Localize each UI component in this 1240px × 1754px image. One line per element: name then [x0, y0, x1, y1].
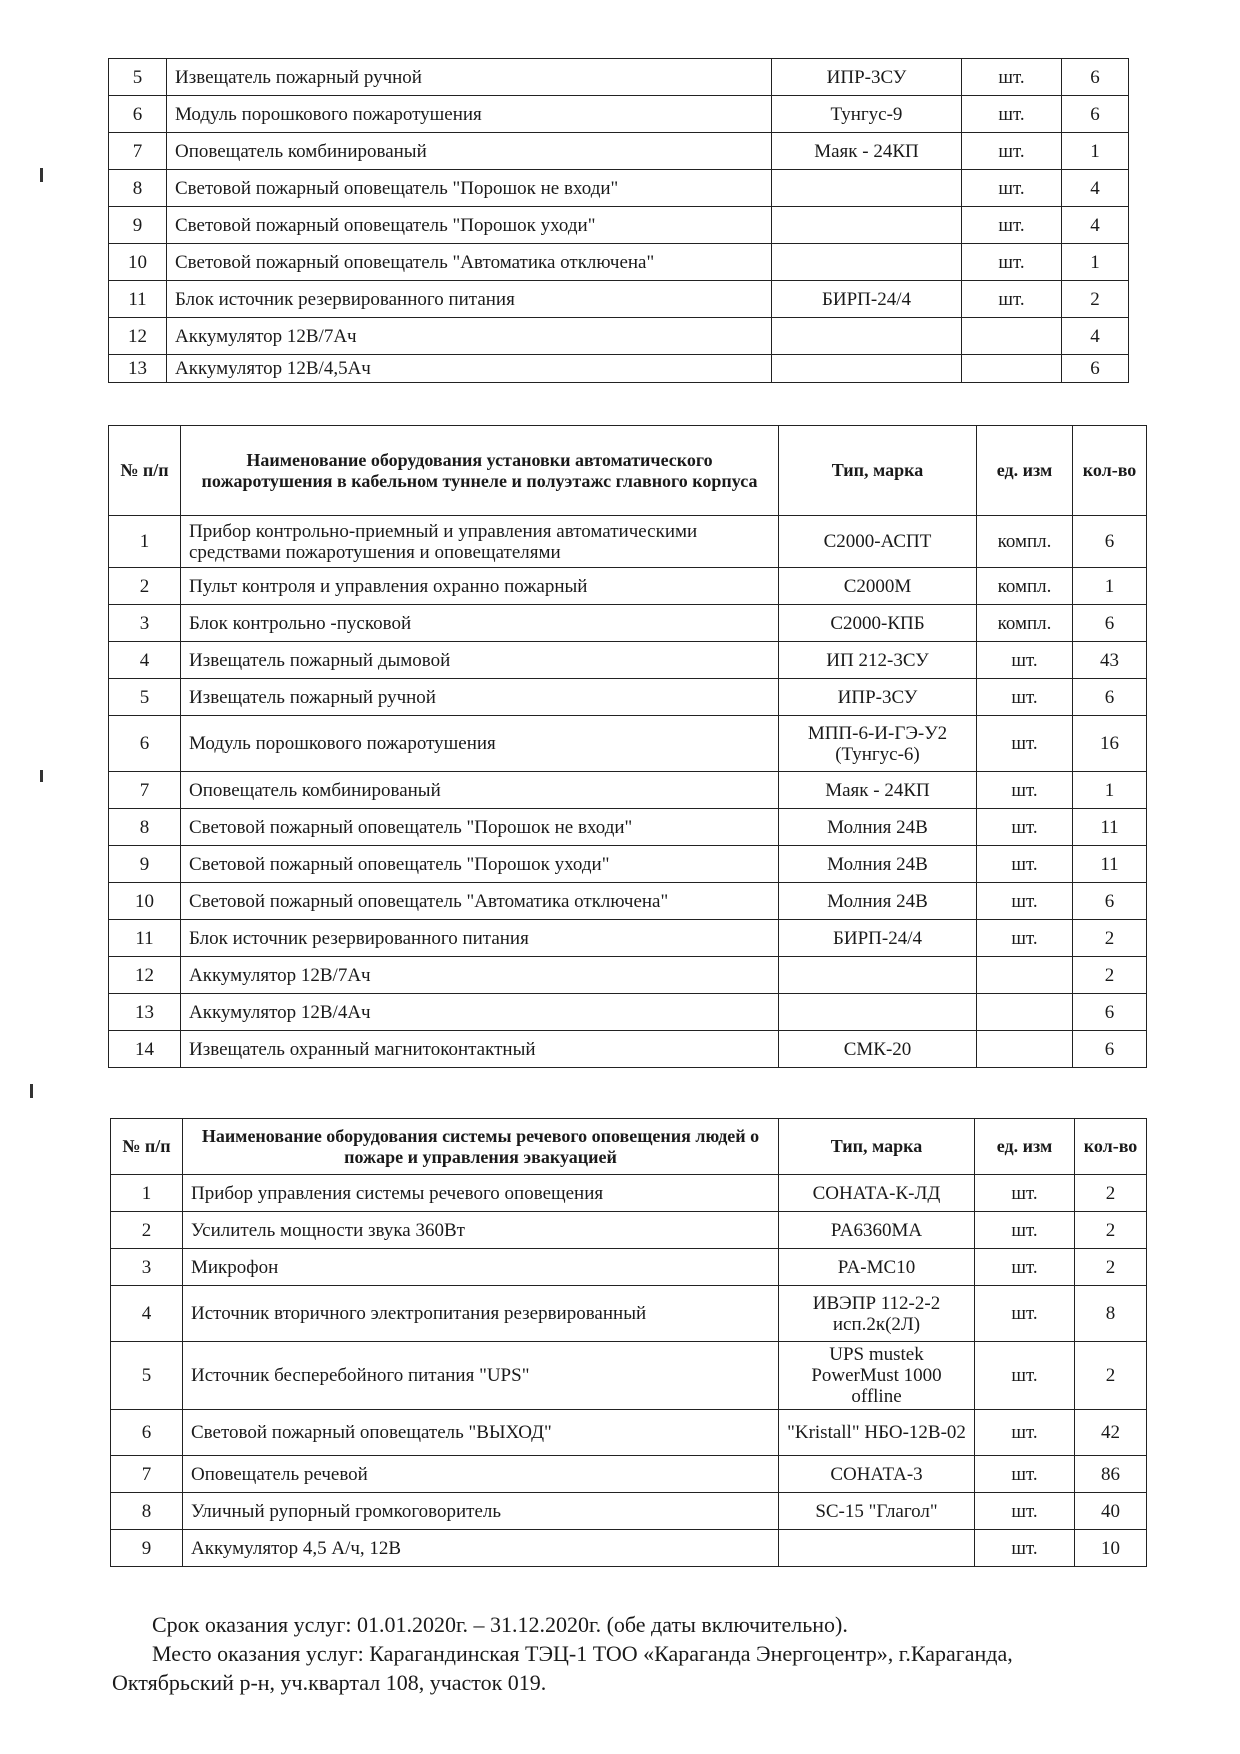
table-row — [109, 716, 1147, 772]
scan-mark — [40, 168, 43, 182]
table-row — [109, 957, 1147, 994]
unit-of-measure — [962, 355, 1062, 383]
equipment-type — [772, 207, 962, 244]
row-number: 7 — [109, 133, 167, 170]
equipment-type: БИРП-24/4 — [779, 920, 977, 957]
quantity: 2 — [1062, 281, 1129, 318]
scan-mark — [40, 770, 43, 782]
voice-alert-equipment-table — [110, 1118, 1147, 1567]
equipment-name: Аккумулятор 12В/4,5Ач — [167, 355, 772, 383]
row-number: 6 — [109, 96, 167, 133]
row-number: 11 — [109, 281, 167, 318]
quantity: 1 — [1073, 772, 1147, 809]
row-number: 8 — [111, 1493, 183, 1530]
quantity: 6 — [1073, 883, 1147, 920]
row-number: 10 — [109, 244, 167, 281]
row-number: 13 — [109, 355, 167, 383]
equipment-name: Извещатель охранный магнитоконтактный — [181, 1031, 779, 1068]
table-row — [109, 846, 1147, 883]
row-number: 2 — [111, 1212, 183, 1249]
service-location: Место оказания услуг: Карагандинская ТЭЦ-1 ТОО «Караганда Энергоцентр», г.Караганда, — [152, 1641, 1013, 1666]
row-number: 7 — [111, 1456, 183, 1493]
table-row — [109, 170, 1129, 207]
row-number: 4 — [109, 642, 181, 679]
quantity: 6 — [1073, 994, 1147, 1031]
unit-of-measure: шт. — [977, 679, 1073, 716]
equipment-name: Световой пожарный оповещатель "Автоматика отключена" — [167, 244, 772, 281]
equipment-type — [772, 355, 962, 383]
equipment-type: PA6360MA — [779, 1212, 975, 1249]
equipment-type: СОНАТА-К-ЛД — [779, 1175, 975, 1212]
row-number: 3 — [111, 1249, 183, 1286]
unit-of-measure: шт. — [975, 1212, 1075, 1249]
row-number: 4 — [111, 1286, 183, 1342]
table-row — [111, 1286, 1147, 1342]
header-unit: ед. изм — [975, 1119, 1075, 1175]
row-number: 12 — [109, 957, 181, 994]
fire-suppression-equipment-table — [108, 425, 1147, 1068]
quantity: 2 — [1073, 957, 1147, 994]
quantity: 8 — [1075, 1286, 1147, 1342]
table-row — [109, 772, 1147, 809]
table-header-row — [111, 1119, 1147, 1175]
table-row — [111, 1175, 1147, 1212]
quantity: 86 — [1075, 1456, 1147, 1493]
equipment-type: С2000-АСПТ — [779, 516, 977, 568]
equipment-name: Аккумулятор 12В/7Ач — [167, 318, 772, 355]
unit-of-measure — [977, 957, 1073, 994]
table-header-row — [109, 426, 1147, 516]
quantity: 40 — [1075, 1493, 1147, 1530]
quantity: 10 — [1075, 1530, 1147, 1567]
row-number: 2 — [109, 568, 181, 605]
equipment-type: UPS mustek PowerMust 1000 offline — [779, 1342, 975, 1410]
unit-of-measure: шт. — [977, 809, 1073, 846]
equipment-type: ИП 212-3СУ — [779, 642, 977, 679]
equipment-type: ИПР-3СУ — [779, 679, 977, 716]
unit-of-measure: шт. — [975, 1410, 1075, 1456]
table-body — [109, 516, 1147, 1068]
unit-of-measure: шт. — [962, 59, 1062, 96]
quantity: 2 — [1075, 1175, 1147, 1212]
table-row — [111, 1249, 1147, 1286]
table-row — [109, 516, 1147, 568]
equipment-name: Модуль порошкового пожаротушения — [181, 716, 779, 772]
equipment-name: Световой пожарный оповещатель "Автоматика отключена" — [181, 883, 779, 920]
unit-of-measure: шт. — [975, 1286, 1075, 1342]
table-row — [111, 1493, 1147, 1530]
table-row — [109, 809, 1147, 846]
equipment-name: Световой пожарный оповещатель "Порошок уходи" — [181, 846, 779, 883]
quantity: 1 — [1062, 244, 1129, 281]
table-row — [109, 605, 1147, 642]
quantity: 11 — [1073, 809, 1147, 846]
equipment-type — [779, 994, 977, 1031]
service-period: Срок оказания услуг: 01.01.2020г. – 31.12.2020г. (обе даты включительно). — [152, 1612, 848, 1637]
row-number: 9 — [111, 1530, 183, 1567]
row-number: 8 — [109, 809, 181, 846]
unit-of-measure: шт. — [962, 96, 1062, 133]
equipment-type — [772, 170, 962, 207]
quantity: 1 — [1073, 568, 1147, 605]
equipment-type: С2000М — [779, 568, 977, 605]
equipment-type: Маяк - 24КП — [779, 772, 977, 809]
unit-of-measure — [977, 994, 1073, 1031]
equipment-name: Прибор управления системы речевого оповещения — [183, 1175, 779, 1212]
unit-of-measure: шт. — [962, 170, 1062, 207]
row-number: 12 — [109, 318, 167, 355]
quantity: 6 — [1073, 605, 1147, 642]
row-number: 1 — [111, 1175, 183, 1212]
equipment-name: Блок источник резервированного питания — [167, 281, 772, 318]
quantity: 43 — [1073, 642, 1147, 679]
equipment-type: SC-15 "Глагол" — [779, 1493, 975, 1530]
quantity: 4 — [1062, 207, 1129, 244]
header-num: № п/п — [109, 426, 181, 516]
equipment-name: Извещатель пожарный ручной — [167, 59, 772, 96]
equipment-name: Извещатель пожарный ручной — [181, 679, 779, 716]
row-number: 10 — [109, 883, 181, 920]
table-row — [109, 883, 1147, 920]
equipment-type: Маяк - 24КП — [772, 133, 962, 170]
quantity: 2 — [1075, 1342, 1147, 1410]
equipment-name: Световой пожарный оповещатель "Порошок уходи" — [167, 207, 772, 244]
unit-of-measure: компл. — [977, 568, 1073, 605]
equipment-name: Прибор контрольно-приемный и управления автоматическими средствами пожаротушения и оповещателями — [181, 516, 779, 568]
equipment-type: СОНАТА-3 — [779, 1456, 975, 1493]
equipment-name: Уличный рупорный громкоговоритель — [183, 1493, 779, 1530]
row-number: 6 — [109, 716, 181, 772]
unit-of-measure: шт. — [962, 133, 1062, 170]
unit-of-measure — [977, 1031, 1073, 1068]
equipment-name: Источник вторичного электропитания резервированный — [183, 1286, 779, 1342]
row-number: 1 — [109, 516, 181, 568]
equipment-type — [772, 244, 962, 281]
equipment-type — [779, 1530, 975, 1567]
service-terms — [112, 1610, 1172, 1697]
header-qty: кол-во — [1075, 1119, 1147, 1175]
equipment-name: Микрофон — [183, 1249, 779, 1286]
equipment-name: Световой пожарный оповещатель "Порошок не входи" — [167, 170, 772, 207]
service-address: Октябрьский р-н, уч.квартал 108, участок 019. — [112, 1670, 547, 1695]
table-row — [109, 679, 1147, 716]
equipment-type: Молния 24В — [779, 846, 977, 883]
equipment-type: Молния 24В — [779, 883, 977, 920]
unit-of-measure: шт. — [977, 716, 1073, 772]
equipment-type: ИВЭПР 112-2-2 исп.2к(2Л) — [779, 1286, 975, 1342]
row-number: 13 — [109, 994, 181, 1031]
unit-of-measure: шт. — [975, 1342, 1075, 1410]
header-unit: ед. изм — [977, 426, 1073, 516]
equipment-type: СМК-20 — [779, 1031, 977, 1068]
row-number: 7 — [109, 772, 181, 809]
equipment-name: Извещатель пожарный дымовой — [181, 642, 779, 679]
table-row — [109, 59, 1129, 96]
equipment-name: Аккумулятор 4,5 А/ч, 12В — [183, 1530, 779, 1567]
quantity: 2 — [1075, 1212, 1147, 1249]
header-type: Тип, марка — [779, 426, 977, 516]
quantity: 11 — [1073, 846, 1147, 883]
scan-mark — [30, 1084, 33, 1098]
unit-of-measure: шт. — [977, 920, 1073, 957]
header-type: Тип, марка — [779, 1119, 975, 1175]
unit-of-measure: компл. — [977, 605, 1073, 642]
equipment-type: Тунгус-9 — [772, 96, 962, 133]
row-number: 8 — [109, 170, 167, 207]
table-row — [111, 1342, 1147, 1410]
row-number: 11 — [109, 920, 181, 957]
header-name: Наименование оборудования системы речевого оповещения людей о пожаре и управления эвакуацией — [183, 1119, 779, 1175]
table-row — [109, 642, 1147, 679]
unit-of-measure: шт. — [977, 846, 1073, 883]
unit-of-measure: шт. — [975, 1456, 1075, 1493]
table-row — [109, 920, 1147, 957]
equipment-type: "Kristall" НБО-12В-02 — [779, 1410, 975, 1456]
table-row — [111, 1530, 1147, 1567]
quantity: 42 — [1075, 1410, 1147, 1456]
unit-of-measure: шт. — [962, 207, 1062, 244]
table-row — [109, 96, 1129, 133]
unit-of-measure: шт. — [975, 1175, 1075, 1212]
table-row — [109, 133, 1129, 170]
table-row — [109, 207, 1129, 244]
table-row — [109, 1031, 1147, 1068]
unit-of-measure — [962, 318, 1062, 355]
equipment-type: PA-MC10 — [779, 1249, 975, 1286]
equipment-type — [772, 318, 962, 355]
quantity: 6 — [1073, 1031, 1147, 1068]
equipment-name: Оповещатель комбинированый — [167, 133, 772, 170]
equipment-type: Молния 24В — [779, 809, 977, 846]
table-row — [109, 994, 1147, 1031]
header-qty: кол-во — [1073, 426, 1147, 516]
quantity: 4 — [1062, 170, 1129, 207]
quantity: 6 — [1073, 679, 1147, 716]
table-row — [111, 1410, 1147, 1456]
unit-of-measure: шт. — [977, 642, 1073, 679]
row-number: 5 — [109, 59, 167, 96]
quantity: 2 — [1075, 1249, 1147, 1286]
unit-of-measure: компл. — [977, 516, 1073, 568]
unit-of-measure: шт. — [962, 244, 1062, 281]
equipment-name: Световой пожарный оповещатель "ВЫХОД" — [183, 1410, 779, 1456]
row-number: 9 — [109, 207, 167, 244]
table-row — [109, 244, 1129, 281]
row-number: 5 — [111, 1342, 183, 1410]
quantity: 6 — [1062, 96, 1129, 133]
table-row — [109, 318, 1129, 355]
equipment-name: Аккумулятор 12В/7Ач — [181, 957, 779, 994]
header-num: № п/п — [111, 1119, 183, 1175]
row-number: 9 — [109, 846, 181, 883]
equipment-name: Аккумулятор 12В/4Ач — [181, 994, 779, 1031]
table-body — [109, 59, 1129, 383]
quantity: 1 — [1062, 133, 1129, 170]
equipment-type: ИПР-3СУ — [772, 59, 962, 96]
equipment-table-continuation — [108, 58, 1129, 383]
equipment-name: Источник бесперебойного питания "UPS" — [183, 1342, 779, 1410]
equipment-name: Блок контрольно -пусковой — [181, 605, 779, 642]
equipment-name: Блок источник резервированного питания — [181, 920, 779, 957]
row-number: 14 — [109, 1031, 181, 1068]
equipment-type — [779, 957, 977, 994]
unit-of-measure: шт. — [975, 1249, 1075, 1286]
equipment-name: Пульт контроля и управления охранно пожарный — [181, 568, 779, 605]
unit-of-measure: шт. — [975, 1493, 1075, 1530]
table-row — [109, 568, 1147, 605]
header-name: Наименование оборудования установки автоматического пожаротушения в кабельном туннеле и полуэтажс главного корпуса — [181, 426, 779, 516]
quantity: 16 — [1073, 716, 1147, 772]
table-row — [111, 1456, 1147, 1493]
equipment-type: С2000-КПБ — [779, 605, 977, 642]
equipment-name: Усилитель мощности звука 360Вт — [183, 1212, 779, 1249]
quantity: 6 — [1062, 59, 1129, 96]
quantity: 2 — [1073, 920, 1147, 957]
unit-of-measure: шт. — [962, 281, 1062, 318]
table-body — [111, 1175, 1147, 1567]
quantity: 6 — [1073, 516, 1147, 568]
table-row — [109, 355, 1129, 383]
unit-of-measure: шт. — [977, 883, 1073, 920]
row-number: 5 — [109, 679, 181, 716]
equipment-name: Световой пожарный оповещатель "Порошок не входи" — [181, 809, 779, 846]
table-row — [111, 1212, 1147, 1249]
equipment-name: Оповещатель комбинированый — [181, 772, 779, 809]
quantity: 4 — [1062, 318, 1129, 355]
equipment-name: Оповещатель речевой — [183, 1456, 779, 1493]
row-number: 3 — [109, 605, 181, 642]
unit-of-measure: шт. — [977, 772, 1073, 809]
equipment-type: МПП-6-И-ГЭ-У2 (Тунгус-6) — [779, 716, 977, 772]
equipment-type: БИРП-24/4 — [772, 281, 962, 318]
quantity: 6 — [1062, 355, 1129, 383]
row-number: 6 — [111, 1410, 183, 1456]
unit-of-measure: шт. — [975, 1530, 1075, 1567]
table-row — [109, 281, 1129, 318]
equipment-name: Модуль порошкового пожаротушения — [167, 96, 772, 133]
